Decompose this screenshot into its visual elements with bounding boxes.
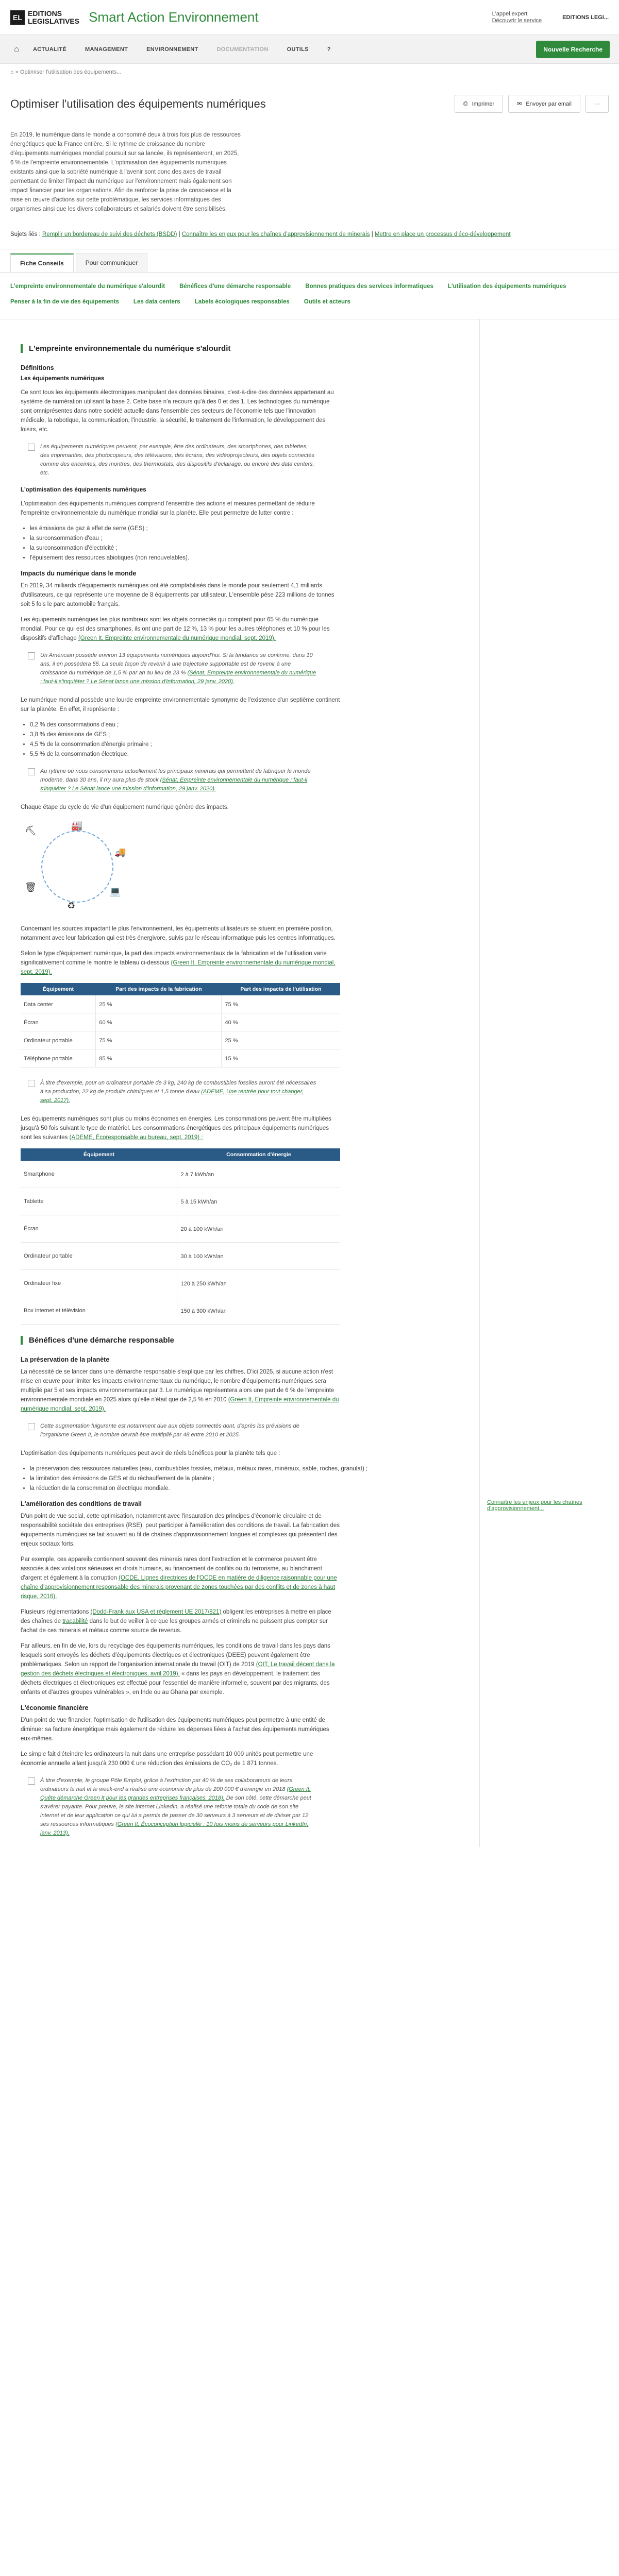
mining-icon: ⛏ [25,825,37,836]
brand-name[interactable]: Smart Action Environnement [89,9,259,25]
paragraph-text: « dans les pays en développement, le traitement des déchets électriques et électroniques est effectué pour l'essentiel de manière informelle, souvent par des migrants, des enfants et d'autres groupes vulnérables », en Inde ou au Ghana par exemple. [21,1671,330,1696]
note-text: Les équipements numériques peuvent, par exemple, être des ordinateurs, des smartphones, des tablettes, des imprimantes, des photocopieurs, des télévisions, des écrans, des vidéoprojecteurs, des objets connectés comme des enceintes, des montres, des thermostats, des dispositifs d'éclairage, ou encore des data centers, etc. [40,444,314,476]
note-text: Cette augmentation fulgurante est notamment due aux objets connectés dont, d'après les prévisions de l'organisme Green It, le nombre devrait être multiplié par 48 entre 2010 et 2025. [40,1423,299,1438]
table-cell: 60 % [96,1013,222,1031]
table-row [21,1013,340,1031]
note-text: Un Américain possède environ 13 équipements numériques aujourd'hui. Si la tendance se confirme, dans 10 ans, il en possèdera 55. La seule façon de revenir à une trajectoire supportable est de revenir à une croissance du numérique de 1,5 % par an au lieu de 23 % [40,652,313,676]
table-cell: 5 à 15 kWh/an [177,1188,340,1215]
toc-item[interactable]: Bonnes pratiques des services informatiques [305,283,433,290]
table-header: Consommation d'énergie [177,1148,340,1161]
truck-icon: 🚚 [114,847,126,857]
note-text: Au rythme où nous consommons actuellement les principaux minerais qui permettent de fabriquer le monde moderne, dans 30 ans, il n'y aura plus de stock [40,768,311,783]
source-link[interactable]: (Dodd-Frank aux USA et règlement UE 2017/821) [90,1609,222,1615]
source-link[interactable]: (OCDE, Lignes directrices de l'OCDE en matière de diligence raisonnable pour une chaîne d'approvisionnement responsable des minerais provenant de zones touchées par des conflits et de zones à haut risque, 2016). [21,1575,337,1600]
paragraph: L'optimisation des équipements numériques comprend l'ensemble des actions et mesures permettant de réduire l'empreinte environnementale du numérique mondial sur la planète. Elle peut permettre de lutter contre : [21,501,315,516]
list-item: • 3,8 % des émissions de GES ; [30,730,459,739]
table-row [21,1215,340,1243]
recycle-icon: ♻ [67,901,76,911]
table-row [21,1243,340,1270]
subsection-title: La préservation de la planète [21,1356,110,1363]
expert-line2: Découvrir le service [492,17,542,24]
paragraph: Concernant les sources impactant le plus l'environnement, les équipements utilisateurs se situent en première position, notamment avec leur fabrication qui est très énergivore, suivis par le réseau informatique puis les centres informatiques. [21,926,336,941]
source-link[interactable]: (Sénat, Empreinte environnementale du numérique : faut-il s'inquiéter ? Le Sénat lance une mission d'information, 29 janv. 2020). [40,670,316,685]
subsection-title: Définitions [21,364,54,371]
source-link[interactable]: (Green It, Écoconception logicielle : 10 fois moins de serveurs pour LinkedIn, janv. 2013). [40,1821,309,1836]
table-cell: 150 à 300 kWh/an [177,1297,340,1325]
consumption-table [21,1148,340,1325]
list-item: • la surconsommation d'eau ; [30,534,459,543]
print-label: Imprimer [472,100,495,107]
factory-icon: 🏭 [71,820,83,831]
paragraph [21,1607,340,1635]
paragraph: Chaque étape du cycle de vie d'un équipement numérique génère des impacts. [21,804,229,810]
computer-icon: 💻 [109,886,121,896]
toc-item[interactable]: Labels écologiques responsables [194,299,290,305]
toc-item[interactable]: Penser à la fin de vie des équipements [10,299,119,305]
printer-icon: ⎙ [463,100,468,107]
table-cell: Smartphone [21,1161,177,1188]
toc-item[interactable]: Les data centers [133,299,180,305]
list-item: • la préservation des ressources naturelles (eau, combustibles fossiles, métaux, métaux rares, minéraux, sable, roches, granulat) ; [30,1464,459,1473]
toc-item[interactable]: Bénéfices d'une démarche responsable [179,283,291,290]
lifecycle-circle [41,831,113,903]
table-cell: Ordinateur fixe [21,1270,177,1297]
table-of-contents [0,273,619,319]
subsection-title: Impacts du numérique dans le monde [21,570,137,577]
table-cell: Écran [21,1215,177,1243]
source-link[interactable]: (Green It, Empreinte environnementale du numérique mondial, sept. 2019). [21,1397,339,1412]
table-cell: Ordinateur portable [21,1031,96,1049]
note-icon [28,1777,35,1785]
paragraph [21,1367,340,1414]
nav-help[interactable]: ? [327,46,331,53]
sidebar [479,319,619,1847]
note-box [28,1422,316,1439]
related-link-eco[interactable]: Mettre en place un processus d'éco-développement [374,231,511,238]
table-cell: 25 % [222,1031,340,1049]
list-item: • 0,2 % des consommations d'eau ; [30,720,459,730]
logo-mark: EL [10,10,25,25]
more-button[interactable]: ··· [585,95,609,113]
bullet-list [30,524,459,563]
section-title: L'empreinte environnementale du numérique s'alourdit [21,344,459,353]
table-header: Part des impacts de l'utilisation [222,983,340,995]
tab-bar [0,249,619,273]
tab-fiche-conseils[interactable]: Fiche Conseils [10,253,74,272]
toc-item[interactable]: L'utilisation des équipements numériques [447,283,566,290]
toc-item[interactable]: L'empreinte environnementale du numérique s'alourdit [10,283,165,290]
paragraph-text: dans le but de veiller à ce que les groupes armés et criminels ne puissent plus compter sur l'achat de ces minerais et métaux comme source de revenus. [21,1618,328,1634]
note-icon [28,1423,35,1430]
logo[interactable] [10,10,79,25]
note-text: De son côté, cette démarche peut s'avérer payante. Pour preuve, le site internet LinkedIn, a réalisé une refonte totale du code de son site internet et de leur application ce qui lui a permis de passer de 30 serveurs à 3 serveurs et de diviser par 12 ses ressources informatiques [40,1795,311,1827]
table-cell: Ordinateur portable [21,1243,177,1270]
table-cell: 120 à 250 kWh/an [177,1270,340,1297]
table-cell: 30 à 100 kWh/an [177,1243,340,1270]
note-text: À titre d'exemple, le groupe Pôle Emploi, grâce à l'extinction par 40 % de ses collaborateurs de leurs ordinateurs la nuit et le week-end a réalisé une économie de plus de 200 000 € d'énergie en 2018 [40,1777,293,1792]
table-cell: Écran [21,1013,96,1031]
related-label: Sujets liés : [10,231,41,238]
note-box [28,651,316,686]
table-cell: 75 % [96,1031,222,1049]
list-item: • l'épuisement des ressources abiotiques (non renouvelables). [30,553,459,563]
paragraph [21,1641,340,1697]
table-row [21,1270,340,1297]
paragraph: D'un point de vue social, cette optimisation, notamment avec l'insauration des principes d'économie circulaire et de responsabilité sociétale des entreprises (RSE), peut participer à l'amélioration des conditions de travail. La fabrication des équipements numériques se fait souvent au fil de chaînes d'approvisionnement longues et complexes qui présentent des enjeux sociaux forts. [21,1513,340,1547]
note-icon [28,652,35,659]
new-search-button[interactable]: Nouvelle Recherche [536,41,610,58]
table-row [21,1297,340,1325]
paragraph: Le simple fait d'éteindre les ordinateurs la nuit dans une entreprise possédant 10 000 unités peut permettre une économie annuelle allant jusqu'à 230 000 € une réduction des émissions de CO₂ de 1 871 tonnes. [21,1751,313,1767]
list-item: • les émissions de gaz à effet de serre (GES) ; [30,524,459,533]
subsubsection-title: Les équipements numériques [21,376,105,382]
toc-item[interactable]: Outils et acteurs [304,299,350,305]
nav-actualite[interactable]: ACTUALITÉ [33,46,67,53]
paragraph [21,949,340,977]
table-cell: 25 % [96,995,222,1013]
list-item: • la réduction de la consommation électrique mondiale. [30,1484,459,1493]
source-link[interactable]: (ADEME, Écoresponsable au bureau, sept. 2019) : [69,1134,203,1141]
table-cell: Data center [21,995,96,1013]
home-small-icon[interactable]: ⌂ [10,69,14,75]
subsection-title: L'amélioration des conditions de travail [21,1500,142,1507]
table-row [21,1031,340,1049]
summary: En 2019, le numérique dans le monde a consommé deux à trois fois plus de ressources énergétiques que la France entière. Si le rythme de croissance du nombre d'équipements numériques mondial poursuit sur sa lancée, ils représenteront, en 2025, 6 % de l'empreinte environnementale. L'optimisation des équipements numériques existants ainsi que la sobriété numérique à l'avenir sont donc des axes de travail permettant de limiter l'impact du numérique sur l'environnement mais également son impact financier pour les organisations. Afin de renforcer la prise de conscience et la mise en œuvre d'actions sur cette problématique, les services informatiques des organismes ainsi que les divers collaborateurs et salariés doivent être sensibilisés. [10,132,241,212]
paragraph [21,615,340,643]
note-icon [28,1080,35,1087]
breadcrumb [0,64,619,80]
table-row [21,1161,340,1188]
table-cell: Téléphone portable [21,1049,96,1067]
title-row [0,80,619,122]
table-cell: 15 % [222,1049,340,1067]
expert-line1: L'appel expert [492,10,528,17]
table-cell: Box internet et télévision [21,1297,177,1325]
source-link[interactable]: (ADEME, Une rentrée pour tout changer, sept. 2017). [40,1089,304,1104]
paragraph-text: Selon le type d'équipement numérique, la part des impacts environnementaux de la fabrication et de l'utilisation varie significativement comme le montre le tableau ci-dessous [21,951,327,966]
email-label: Envoyer par email [526,100,572,107]
table-cell: 2 à 7 kWh/an [177,1161,340,1188]
list-item: • 5,5 % de la consommation électrique. [30,750,459,759]
paragraph-text: Par ailleurs, en fin de vie, lors du recyclage des équipements numériques, les conditions de travail dans les pays dans lesquels sont envoyés les déchets d'équipements électriques et électroniques (DEEE) peuvent également être problématiques. Selon un rapport de l'organisation internationale du travail (OIT) de 2019 [21,1643,330,1668]
table-header: Équipement [21,1148,177,1161]
source-link[interactable]: (OIT, Le travail décent dans la gestion des déchets électriques et électroniques, avril 2019), [21,1662,335,1677]
source-link[interactable]: (Green It, Empreinte environnementale du numérique mondial, sept. 2019). [78,635,276,641]
account-menu[interactable]: EDITIONS LEGI... [562,14,609,21]
page-title: Optimiser l'utilisation des équipements numériques [10,97,266,110]
top-header [0,0,619,35]
related-subjects: Sujets liés : Remplir un bordereau de suivi des déchets (BSDD) | Connaître les enjeux pour les chaînes d'approvisionnement de minerais | Mettre en place un processus d'éco-développement [0,225,619,249]
source-link[interactable]: (Sénat, Empreinte environnementale du numérique : faut-il s'inquiéter ? Le Sénat lance une mission d'information, 29 janv. 2020). [40,777,308,792]
lifecycle-diagram [21,820,165,913]
impacts-table [21,983,340,1067]
list-item: • 4,5 % de la consommation d'énergie primaire ; [30,740,459,749]
section-title: Bénéfices d'une démarche responsable [21,1336,459,1345]
logo-line2: LEGISLATIVES [28,16,80,25]
note-icon [28,768,35,775]
subsubsection-title: L'optimisation des équipements numériques [21,487,146,493]
table-cell: 20 à 100 kWh/an [177,1215,340,1243]
related-link-minerais[interactable]: Connaître les enjeux pour les chaînes d'approvisionnement de minerais [181,231,370,238]
home-icon[interactable]: ⌂ [14,44,19,54]
paragraph-text: La nécessité de se lancer dans une démarche responsable s'explique par les chiffres. D'ici 2025, si aucune action n'est mise en œuvre pour limiter les impacts environnementaux du numérique, le nombre d'équipements numériques sera multiplié par 5 et ses impacts environnementaux par 3. Le numérique représentera alors une part de 6 % de l'empreinte environnementale mondiale en 2025 alors qu'elle n'était que de 2,5 % en 2010 [21,1369,334,1403]
paragraph-text: Les équipements numériques les plus nombreux sont les objets connectés qui comptent pour 65 % du numérique mondial. Pour ce qui est des smartphones, ils ont une part de 12 %, 13 % pour les autres téléphones et 10 % pour les dispositifs d'affichage [21,617,330,641]
main-nav [0,35,619,64]
paragraph: Le numérique mondial possède une lourde empreinte environnementale synonyme de l'existence d'un septième continent sur la planète. En effet, il représente : [21,697,340,713]
bullet-list [30,1464,459,1493]
note-box [28,1776,316,1838]
source-link[interactable]: (Green It, Quête démarche Green It pour les grandes entreprises françaises, 2018). [40,1786,311,1801]
note-icon [28,444,35,451]
paragraph: L'optimisation des équipements numériques peut avoir de réels bénéfices pour la planète tels que : [21,1450,280,1456]
paragraph-text: Par exemple, ces appareils contiennent souvent des minerais rares dont l'extraction et le commerce peuvent être associés à des violations sérieuses en droits humains, au financement de conflits ou du terrorisme, au blanchiment d'argent et également à la corruption [21,1556,322,1581]
article-main [0,319,479,1847]
table-cell: 75 % [222,995,340,1013]
note-box [28,1079,316,1105]
list-item: • la surconsommation d'électricité ; [30,544,459,553]
table-header: Part des impacts de la fabrication [96,983,222,995]
nav-management[interactable]: MANAGEMENT [85,46,128,53]
source-link[interactable]: traçabilité [62,1618,88,1624]
print-button[interactable] [455,95,503,113]
table-cell: 85 % [96,1049,222,1067]
note-box [28,767,316,793]
list-item: • la limitation des émissions de GES et du réchauffement de la planète ; [30,1474,459,1483]
nav-environnement[interactable]: ENVIRONNEMENT [146,46,198,53]
paragraph-text: Les équipements numériques sont plus ou moins économes en énergies. Les consommations peuvent être multipliées jusqu'à 50 fois suivant le type de matériel. Les consommations énergétiques des principaux équipements numériques sont les suivantes [21,1116,331,1141]
paragraph [21,1114,340,1142]
sidebar-link[interactable]: Connaître les enjeux pour les chaînes d'approvisionnement... [487,1499,582,1512]
trash-icon: 🗑 [25,882,37,892]
bullet-list [30,720,459,759]
nav-outils[interactable]: OUTILS [287,46,309,53]
related-link-bsdd[interactable]: Remplir un bordereau de suivi des déchets (BSDD) [42,231,177,238]
tab-pour-communiquer[interactable]: Pour communiquer [76,253,147,272]
email-button[interactable] [508,95,580,113]
paragraph [21,1555,340,1601]
paragraph: En 2019, 34 milliards d'équipements numériques ont été comptabilisés dans le monde pour seulement 4,1 milliards d'utilisateurs, ce qui représente une moyenne de 8 équipements par utilisateur. L'ensemble pèse 223 millions de tonnes soit 5 fois le parc automobile français. [21,583,334,607]
source-link[interactable]: (Green It, Empreinte environnementale du numérique mondial, sept. 2019). [21,960,336,975]
table-header: Équipement [21,983,96,995]
table-cell: 40 % [222,1013,340,1031]
paragraph-text: obligent les entreprises à mettre en place des chaînes de [21,1609,331,1624]
table-cell: Tablette [21,1188,177,1215]
breadcrumb-current: » Optimiser l'utilisation des équipements... [15,69,122,75]
nav-documentation[interactable]: DOCUMENTATION [216,46,269,53]
envelope-icon: ✉ [517,101,522,107]
table-row [21,1188,340,1215]
paragraph: D'un point de vue financier, l'optimisation de l'utilisation des équipements numériques peut permettre à une entité de diminuer sa facture énergétique mais également de réduire les dépenses liées à l'achat des équipements numériques eux-mêmes. [21,1717,329,1742]
subsection-title: L'économie financière [21,1704,89,1711]
logo-line1: EDITIONS [28,9,62,18]
paragraph-text: Plusieurs réglementations [21,1609,89,1615]
table-row [21,1049,340,1067]
note-box [28,443,316,478]
expert-call[interactable] [492,11,542,24]
note-text: À titre d'exemple, pour un ordinateur portable de 3 kg, 240 kg de combustibles fossiles auront été nécessaires à sa production, 22 kg de produits chimiques et 1,5 tonne d'eau [40,1080,316,1095]
table-row [21,995,340,1013]
paragraph: Ce sont tous les équipements électroniques manipulant des données binaires, c'est-à-dire des données appartenant au système de numération utilisant la base 2. Cette base n'a recours qu'à des 0 et des 1. Les technologies du numérique sont omniprésentes dans notre société actuelle dans l'ensemble des secteurs de l'économie tels que l'innovation médicale, la robotique, la communication, l'industrie, la sécurité, le traitement de l'information, le développement des loisirs, etc. [21,389,334,433]
